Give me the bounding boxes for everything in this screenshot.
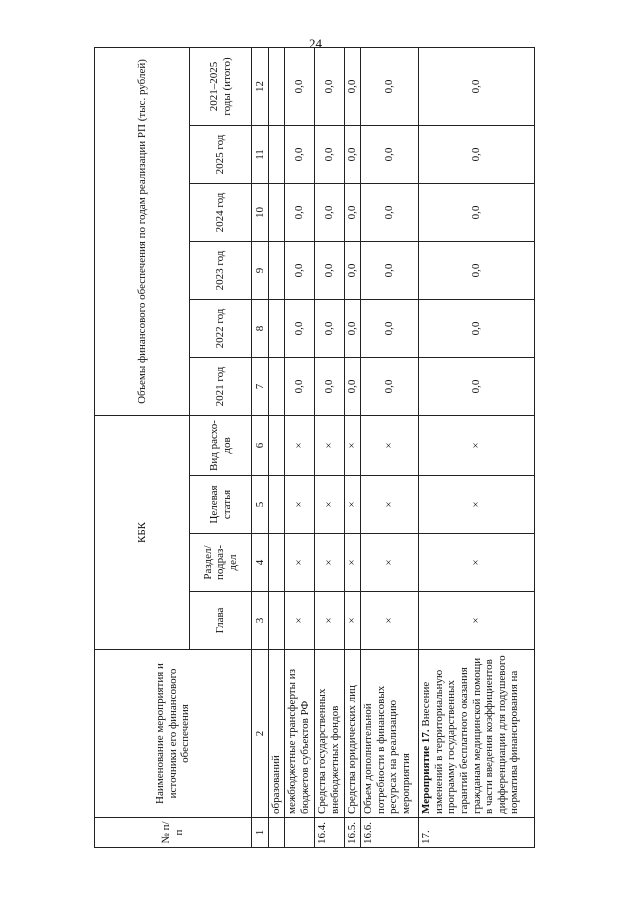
- header-kbk-glava: Глава: [190, 592, 252, 650]
- row-2023: [269, 242, 285, 300]
- row-2022: [269, 300, 285, 358]
- finance-table: [94, 47, 535, 848]
- row-name-rest: Внесение изменений в территориальную программу государственных гарантий бесплатного оказания гражданам медицинской помощи в части введения коэффициентов дифференциации для подушевого норматива финансирования на: [420, 655, 521, 814]
- row-statya: ×: [361, 476, 419, 534]
- col-number: 5: [252, 476, 269, 534]
- row-total: 0,0: [315, 47, 345, 125]
- col-number: 9: [252, 242, 269, 300]
- row-2022: 0,0: [345, 300, 361, 358]
- header-2023: 2023 год: [190, 242, 252, 300]
- col-number: 8: [252, 300, 269, 358]
- row-2021: [269, 358, 285, 416]
- row-2022: 0,0: [315, 300, 345, 358]
- row-razdel: ×: [315, 534, 345, 592]
- row-vid: [269, 416, 285, 476]
- row-glava: ×: [285, 592, 315, 650]
- row-num: 16.6.: [361, 818, 419, 848]
- header-2022: 2022 год: [190, 300, 252, 358]
- row-2024: 0,0: [361, 184, 419, 242]
- row-2023: 0,0: [419, 242, 535, 300]
- row-2024: 0,0: [315, 184, 345, 242]
- row-glava: ×: [315, 592, 345, 650]
- row-2022: 0,0: [285, 300, 315, 358]
- row-2022: 0,0: [361, 300, 419, 358]
- row-2023: 0,0: [315, 242, 345, 300]
- rotated-table-container: [94, 48, 535, 848]
- page-number: 24: [309, 36, 322, 51]
- row-glava: ×: [345, 592, 361, 650]
- header-finance: Объемы финансового обеспечения по годам реализации РП (тыс. рублей): [95, 47, 190, 415]
- row-2021: 0,0: [285, 358, 315, 416]
- row-razdel: ×: [345, 534, 361, 592]
- row-2025: [269, 126, 285, 184]
- row-glava: [269, 592, 285, 650]
- row-2025: 0,0: [419, 126, 535, 184]
- header-2021: 2021 год: [190, 358, 252, 416]
- row-statya: ×: [419, 476, 535, 534]
- col-number: 12: [252, 47, 269, 125]
- row-2021: 0,0: [361, 358, 419, 416]
- row-statya: [269, 476, 285, 534]
- row-name: [419, 650, 535, 818]
- header-name: Наименование мероприятия и источники его финансового обеспечения: [95, 650, 252, 818]
- row-num: 17.: [419, 818, 535, 848]
- row-num: [269, 818, 285, 848]
- row-2021: 0,0: [419, 358, 535, 416]
- row-2023: 0,0: [285, 242, 315, 300]
- row-statya: ×: [315, 476, 345, 534]
- row-2023: 0,0: [345, 242, 361, 300]
- row-2025: 0,0: [361, 126, 419, 184]
- row-razdel: ×: [419, 534, 535, 592]
- row-num: 16.5.: [345, 818, 361, 848]
- row-2025: 0,0: [345, 126, 361, 184]
- row-2021: 0,0: [345, 358, 361, 416]
- col-number: 1: [252, 818, 269, 848]
- col-number: 3: [252, 592, 269, 650]
- row-name-bold: Мероприятие 17.: [420, 729, 432, 814]
- header-2025: 2025 год: [190, 126, 252, 184]
- table-row: [345, 47, 361, 847]
- row-name: образований: [269, 650, 285, 818]
- col-number: 10: [252, 184, 269, 242]
- row-name: межбюджетные трансферты из бюджетов субъектов РФ: [285, 650, 315, 818]
- header-kbk: КБК: [95, 416, 190, 650]
- col-number: 4: [252, 534, 269, 592]
- row-razdel: ×: [361, 534, 419, 592]
- col-number: 7: [252, 358, 269, 416]
- row-2024: 0,0: [345, 184, 361, 242]
- table-row: [419, 47, 535, 847]
- row-2022: 0,0: [419, 300, 535, 358]
- row-statya: ×: [285, 476, 315, 534]
- column-number-row: [252, 47, 269, 847]
- row-total: [269, 47, 285, 125]
- row-2021: 0,0: [315, 358, 345, 416]
- row-name: Средства юридических лиц: [345, 650, 361, 818]
- row-name: Средства государственных внебюджетных фондов: [315, 650, 345, 818]
- row-statya: ×: [345, 476, 361, 534]
- row-total: 0,0: [419, 47, 535, 125]
- header-kbk-razdel: Раздел/ подраз- дел: [190, 534, 252, 592]
- row-total: 0,0: [345, 47, 361, 125]
- header-kbk-vid: Вид расхо- дов: [190, 416, 252, 476]
- header-2024: 2024 год: [190, 184, 252, 242]
- row-2025: 0,0: [285, 126, 315, 184]
- header-total: 2021–2025 годы (итого): [190, 47, 252, 125]
- table-row: [315, 47, 345, 847]
- row-2024: 0,0: [285, 184, 315, 242]
- row-vid: ×: [315, 416, 345, 476]
- row-glava: ×: [361, 592, 419, 650]
- row-total: 0,0: [285, 47, 315, 125]
- header-kbk-statya: Целевая статья: [190, 476, 252, 534]
- row-total: 0,0: [361, 47, 419, 125]
- table-row: [361, 47, 419, 847]
- row-num: [285, 818, 315, 848]
- row-2024: 0,0: [419, 184, 535, 242]
- row-vid: ×: [419, 416, 535, 476]
- row-num: 16.4.: [315, 818, 345, 848]
- row-2024: [269, 184, 285, 242]
- col-number: 6: [252, 416, 269, 476]
- row-vid: ×: [345, 416, 361, 476]
- row-vid: ×: [285, 416, 315, 476]
- row-vid: ×: [361, 416, 419, 476]
- row-2025: 0,0: [315, 126, 345, 184]
- row-razdel: ×: [285, 534, 315, 592]
- row-2023: 0,0: [361, 242, 419, 300]
- header-num: № п/п: [95, 818, 252, 848]
- col-number: 2: [252, 650, 269, 818]
- row-glava: ×: [419, 592, 535, 650]
- row-razdel: [269, 534, 285, 592]
- col-number: 11: [252, 126, 269, 184]
- table-row: [269, 47, 285, 847]
- row-name: Объем дополнительной потребности в финансовых ресурсах на реализацию мероприятия: [361, 650, 419, 818]
- table-row: [285, 47, 315, 847]
